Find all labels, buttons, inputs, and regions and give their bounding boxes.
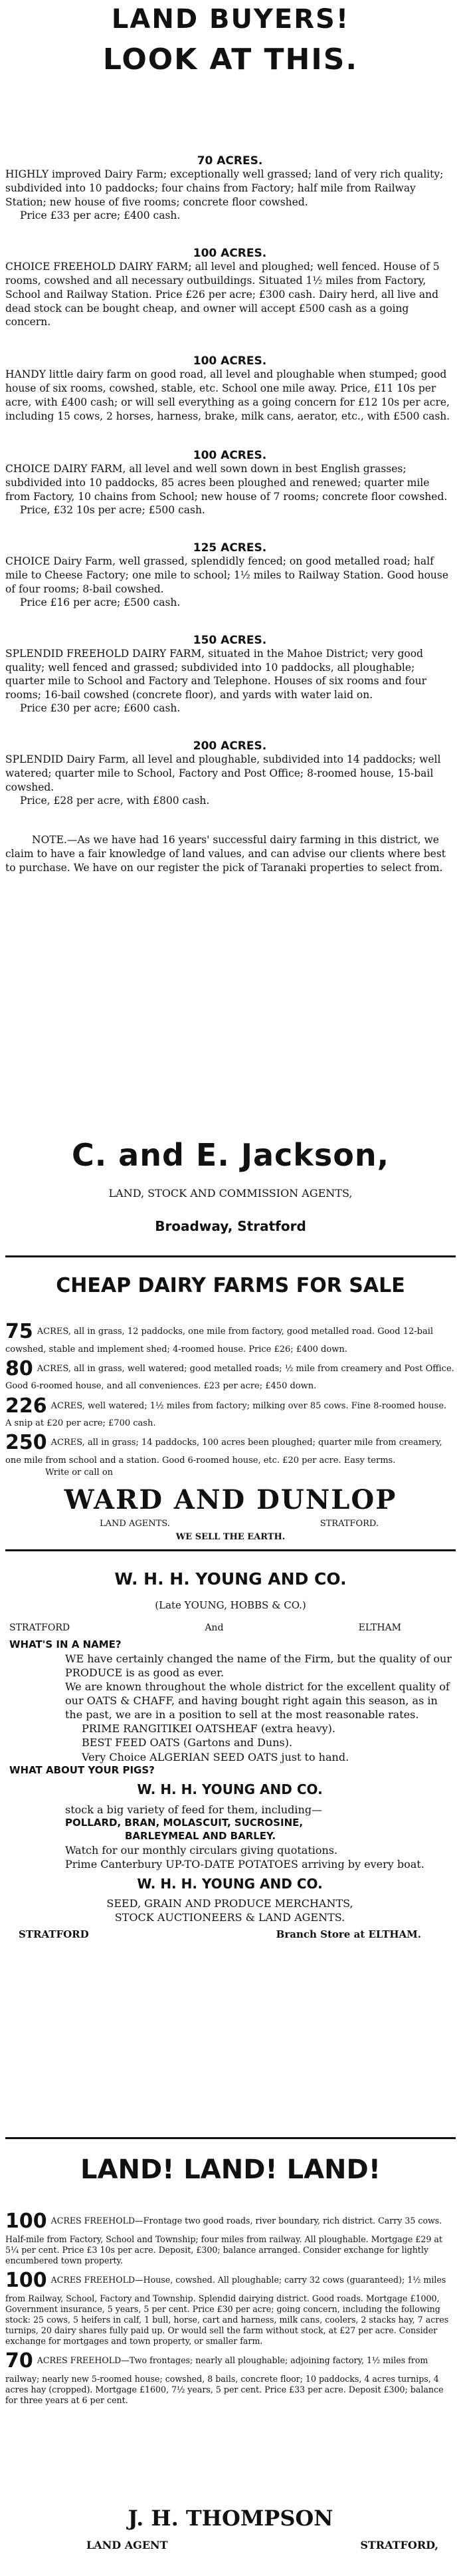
listing-price: Price £16 per acre; £500 cash.	[20, 596, 181, 608]
divider	[5, 1549, 456, 1551]
young-p5: Very Choice ALGERIAN SEED OATS just to hand.	[82, 1750, 349, 1763]
young-foot-right: Branch Store at ELTHAM.	[276, 1928, 421, 1941]
ward-item-acres: 250	[5, 1431, 47, 1455]
jackson-firm-name: C. and E. Jackson,	[71, 1137, 390, 1173]
ward-item-text: ACRES, all in grass, 12 paddocks, one mile from factory, good metalled road. Good 12-bail cowshed, stable and implement shed; 4-roomed house. Price £26; £400 down.	[5, 1327, 434, 1354]
listing-text: CHOICE DAIRY FARM, all level and well sown down in best English grasses; subdivided into 10 paddocks, 85 acres been ploughed and renewed; quarter mile from Factory, 10 chains from School; new house of 7 rooms; concrete floor cowshed.	[5, 463, 448, 503]
jackson-note: NOTE.—As we have had 16 years' successful dairy farming in this district, we claim to have a fair knowledge of land values, and can advise our clients where best to purchase. We have on our register the pick of Taranaki properties to select from.	[5, 834, 446, 874]
thompson-item-text: ACRES FREEHOLD—House, cowshed. All ploughable; carry 32 cows (guaranteed); 1½ miles from Railway, School, Factory and Township. Splendid dairying district. Good roads. Mortgage £1000, Government insurance, 5 years, 5 per cent. Price £30 per acre; going concern, including the following stock: 25 cows, 5 heifers in calf, 1 bull, horse, cart and harness, milk cans, coolers, 2 stacks hay, 7 acres turnips, 20 dairy shares fully paid up. Or would sell the farm without stock, at £27 per acre. Consider exchange for mortgages and town property, or smaller farm.	[5, 2275, 449, 2346]
listing-price: Price, £28 per acre, with £800 cash.	[20, 795, 210, 807]
jackson-firm-location: Broadway, Stratford	[155, 1218, 306, 1234]
ward-agents: LAND AGENTS.	[100, 1519, 170, 1529]
young-q1: WHAT'S IN A NAME?	[9, 1638, 122, 1650]
listing-100a	[5, 247, 454, 330]
ward-item	[5, 1430, 454, 1466]
young-footer	[5, 1928, 454, 1942]
young-p12: STOCK AUCTIONEERS & LAND AGENTS.	[114, 1911, 345, 1924]
ward-item-text: ACRES, all in grass; 14 paddocks, 100 acres been ploughed; quarter mile from creamery, one mile from school and a station. Good 6-roomed house, etc. £20 per acre. Easy terms.	[5, 1438, 442, 1466]
listing-price: Price £30 per acre; £600 cash.	[20, 702, 181, 715]
young-loc-right: ELTHAM	[358, 1622, 401, 1633]
listing-title: 125 ACRES.	[193, 541, 267, 555]
ward-town: STRATFORD.	[320, 1519, 379, 1529]
listing-200	[5, 739, 454, 807]
young-p10: Prime Canterbury UP-TO-DATE POTATOES arriving by every boat.	[65, 1857, 424, 1870]
ward-firm-name: WARD AND DUNLOP	[64, 1484, 397, 1515]
ward-item	[5, 1356, 454, 1392]
listing-text: SPLENDID FREEHOLD DAIRY FARM, situated in the Mahoe District; very good quality; well fenced and grassed; subdivided into 10 paddocks, all ploughable; quarter mile to School and Factory and Telephone. Houses of six rooms and four rooms; 16-bail cowshed (concrete floor), and yards with water laid on.	[5, 647, 427, 702]
listing-price: Price, £32 10s per acre; £500 cash.	[20, 503, 205, 516]
young-loc-left: STRATFORD	[9, 1622, 70, 1633]
thompson-listings	[5, 2209, 454, 2406]
young-foot-left: STRATFORD	[19, 1928, 89, 1941]
young-p2: We are known throughout the whole district for the excellent quality of our OATS & CHAFF, and having bought right again this season, as in the past, we are in a position to sell at the most reasonable rates.	[65, 1680, 450, 1722]
thompson-title: LAND! LAND! LAND!	[80, 2154, 381, 2185]
young-q2: WHAT ABOUT YOUR PIGS?	[9, 1763, 155, 1776]
young-firm2: W. H. H. YOUNG AND CO.	[137, 1781, 323, 1798]
ward-item-text: ACRES, all in grass, well watered; good metalled roads; ½ mile from creamery and Post Office. Good 6-roomed house, and all conveniences. £23 per acre; £450 down.	[5, 1363, 454, 1392]
young-p4: BEST FEED OATS (Gartons and Duns).	[82, 1736, 293, 1749]
ward-item-acres: 80	[5, 1356, 33, 1380]
listing-title: 150 ACRES.	[193, 633, 267, 647]
young-loc-mid: And	[205, 1622, 224, 1633]
listing-70	[5, 154, 454, 221]
thompson-item	[5, 2268, 454, 2346]
young-subtitle: (Late YOUNG, HOBBS & CO.)	[155, 1599, 306, 1611]
divider	[5, 2137, 456, 2139]
young-firm3: W. H. H. YOUNG AND CO.	[137, 1875, 323, 1892]
ward-item-text: ACRES, well watered; 1½ miles from factory; milking over 85 cows. Fine 8-roomed house. A snip at £20 per acre; £700 cash.	[5, 1400, 447, 1428]
listing-text: HANDY little dairy farm on good road, all level and ploughable when stumped; good house of six rooms, cowshed, stable, etc. School one mile away. Price, £11 10s per acre, with £400 cash; or will sell everything as a going concern for £12 10s per acre, including 15 cows, 2 horses, harness, brake, milk cans, aerator, etc., with £500 cash.	[5, 368, 450, 423]
headline-look-at-this: LOOK AT THIS.	[102, 43, 359, 76]
listing-125	[5, 541, 454, 608]
listing-100c	[5, 449, 454, 516]
thompson-agent: LAND AGENT	[86, 2539, 168, 2551]
thompson-item	[5, 2349, 454, 2405]
listing-title: 100 ACRES.	[193, 449, 267, 463]
listing-text: CHOICE FREEHOLD DAIRY FARM; all level and ploughed; well fenced. House of 5 rooms, cowshed and all necessary outbuildings. Situated 1½ miles from Factory, School and Railway Station. Price £26 per acre; £300 cash. Dairy herd, all live and dead stock can be bought cheap, and owner will accept £500 cash as a going concern.	[5, 260, 440, 328]
listing-title: 200 ACRES.	[193, 739, 267, 753]
young-p6: stock a big variety of feed for them, including—	[65, 1803, 323, 1816]
young-p8: BARLEYMEAL AND BARLEY.	[125, 1829, 276, 1842]
listing-100b	[5, 354, 454, 424]
listing-text: CHOICE Dairy Farm, well grassed, splendidly fenced; on good metalled road; half mile to Cheese Factory; one mile to school; 1½ miles to Railway Station. Good house of four rooms; 8-bail cowshed.	[5, 555, 449, 595]
thompson-item-acres: 100	[5, 2210, 47, 2233]
ward-item-acres: 75	[5, 1320, 33, 1343]
thompson-firm: J. H. THOMPSON	[128, 2506, 333, 2531]
thompson-item-text: ACRES FREEHOLD—Two frontages; nearly all ploughable; adjoining factory, 1½ miles from railway; nearly new 5-roomed house; cowshed, 8 bails, concrete floor; 10 paddocks, 4 acres turnips, 4 acres hay (cropped). Mortgage £1600, 7½ years, 5 per cent. Price £33 per acre. Deposit £300; balance for three years at 6 per cent.	[5, 2355, 444, 2405]
thompson-footer	[86, 2539, 438, 2551]
listing-title: 70 ACRES.	[197, 154, 263, 168]
jackson-section	[5, 154, 454, 875]
thompson-town: STRATFORD,	[360, 2539, 438, 2551]
ward-item-acres: 226	[5, 1394, 47, 1418]
ward-motto: WE SELL THE EARTH.	[175, 1532, 286, 1542]
young-body	[5, 1638, 454, 1942]
young-p3: PRIME RANGITIKEI OATSHEAF (extra heavy).	[82, 1722, 335, 1736]
ward-listings	[5, 1319, 454, 1478]
ward-item	[5, 1394, 454, 1430]
listing-text: SPLENDID Dairy Farm, all level and ploughable, subdivided into 14 paddocks; well watered; quarter mile to School, Factory and Post Office; 8-roomed house, 15-bail cowshed.	[5, 753, 441, 794]
listing-title: 100 ACRES.	[193, 246, 267, 260]
young-title: W. H. H. YOUNG AND CO.	[114, 1569, 347, 1589]
listing-text: HIGHLY improved Dairy Farm; exceptionally well grassed; land of very rich quality; subdivided into 10 paddocks; four chains from Factory; half mile from Railway Station; new house of five rooms; concrete floor cowshed.	[5, 168, 444, 208]
young-p7: POLLARD, BRAN, MOLASCUIT, SUCROSINE,	[65, 1816, 304, 1829]
jackson-firm-sub: LAND, STOCK AND COMMISSION AGENTS,	[108, 1187, 353, 1200]
young-p9: Watch for our monthly circulars giving quotations.	[65, 1843, 338, 1857]
listing-150	[5, 634, 454, 715]
divider	[5, 1255, 456, 1257]
listing-title: 100 ACRES.	[193, 354, 267, 368]
young-p1: WE have certainly changed the name of the Firm, but the quality of our PRODUCE is as good as ever.	[65, 1652, 452, 1679]
ward-write: Write or call on	[45, 1468, 114, 1478]
thompson-item-acres: 100	[5, 2269, 47, 2293]
thompson-item-acres: 70	[5, 2349, 33, 2373]
listing-price: Price £33 per acre; £400 cash.	[20, 209, 181, 221]
ward-title: CHEAP DAIRY FARMS FOR SALE	[56, 1274, 405, 1297]
headline-land-buyers: LAND BUYERS!	[111, 4, 350, 35]
thompson-item	[5, 2209, 454, 2265]
thompson-item-text: ACRES FREEHOLD—Frontage two good roads, river boundary, rich district. Carry 35 cows. Half-mile from Factory, School and Township; four miles from railway. All ploughable. Mortgage £29 at 5¼ per cent. Price £3 10s per acre. Deposit, £300; balance arranged. Consider exchange for lightly encumbered town property.	[5, 2216, 442, 2265]
ward-item	[5, 1319, 454, 1355]
ward-agents-row	[100, 1519, 379, 1529]
young-locations	[9, 1622, 441, 1633]
young-p11: SEED, GRAIN AND PRODUCE MERCHANTS,	[106, 1897, 353, 1910]
